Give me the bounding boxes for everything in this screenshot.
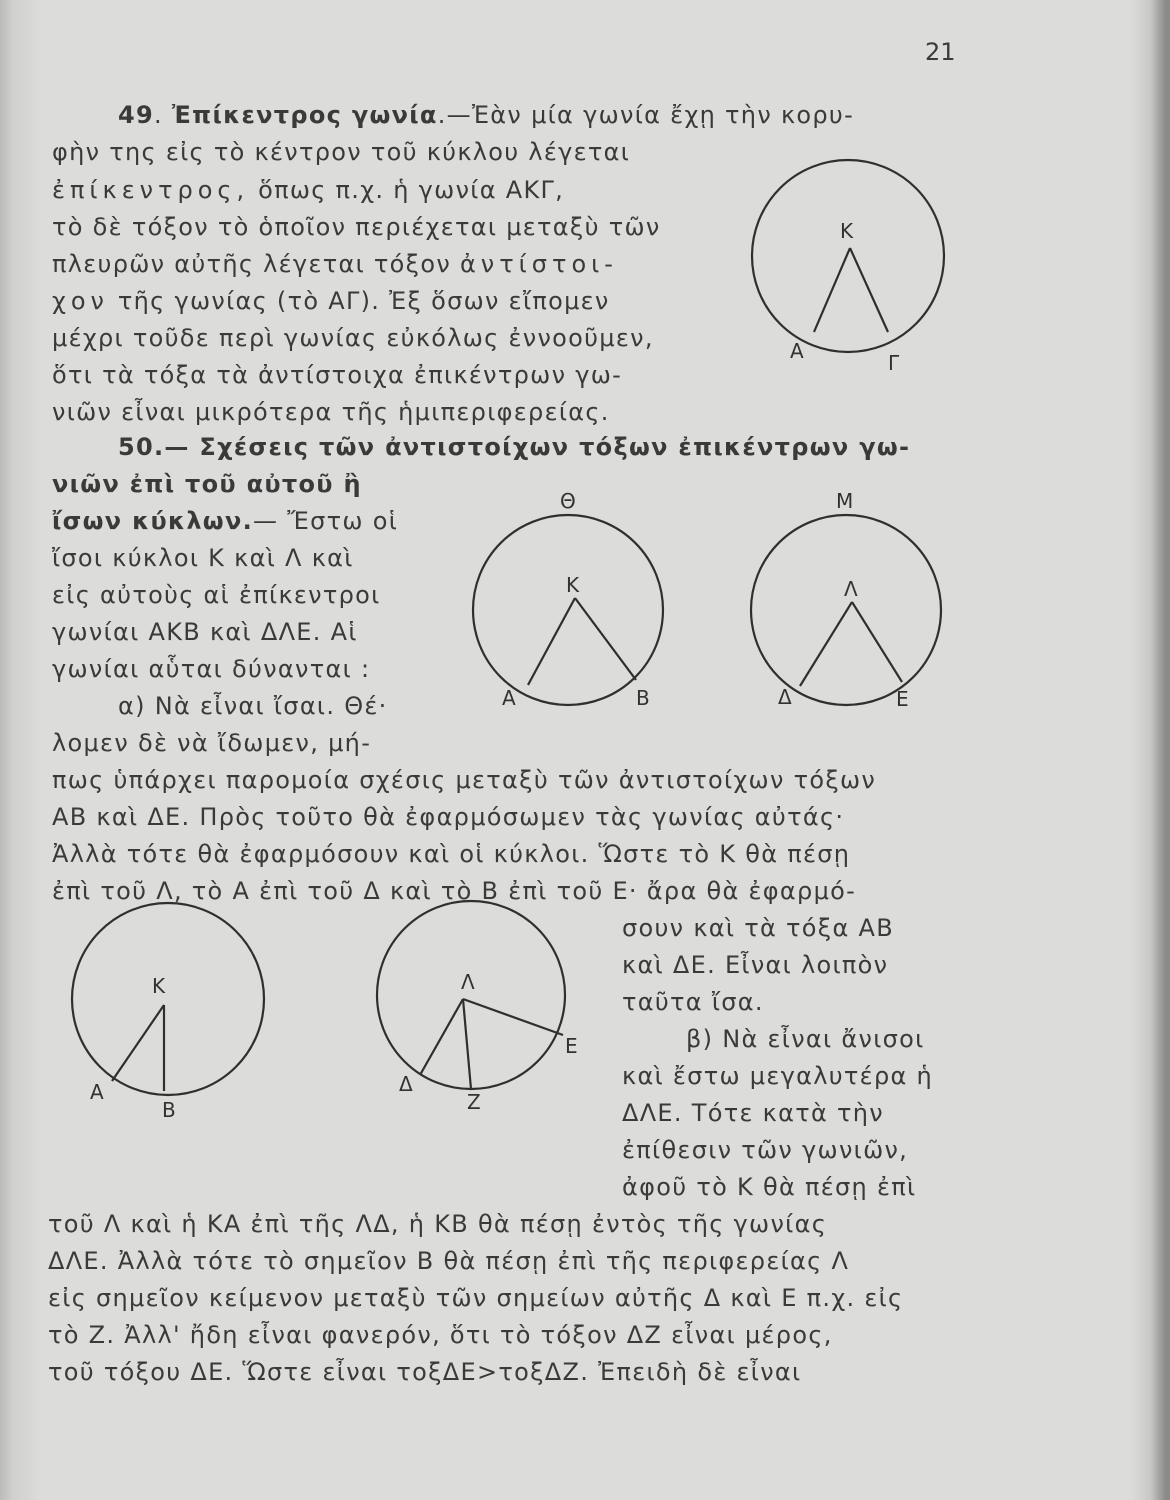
section-50-line-3 — [52, 506, 398, 536]
page-number: 21 — [925, 38, 956, 66]
section-49-line-2: φὴν της εἰς τὸ κέντρον τοῦ κύκλου λέγεται — [52, 138, 631, 166]
figure-5-label-bottom: Ζ — [467, 1090, 481, 1114]
figure-5-circle — [377, 901, 565, 1089]
figure-5-label-left: Δ — [399, 1072, 413, 1096]
figure-3-label-right: Ε — [896, 687, 909, 711]
section-49-number: 49 — [118, 101, 154, 129]
section-50-line-17: β) Νὰ εἶναι ἄνισοι — [686, 1025, 925, 1053]
figure-2-radius-right — [575, 598, 636, 680]
figure-5-radius-z — [463, 999, 471, 1089]
figure-2-radius-left — [528, 598, 575, 685]
term-epikentros: ἐπίκεντρος, — [52, 176, 250, 204]
section-50-line-16: ταῦτα ἴσα. — [622, 988, 764, 1016]
figure-1-label-right: Γ — [888, 351, 900, 375]
section-50-line-8: α) Νὰ εἶναι ἴσαι. Θέ· — [118, 692, 388, 720]
section-50-line-12: Ἀλλὰ τότε θὰ ἐφαρμόσουν καὶ οἱ κύκλοι. Ὥστε τὸ Κ θὰ πέσῃ — [52, 840, 851, 868]
section-50-line-22: τοῦ Λ καὶ ἡ ΚΑ ἐπὶ τῆς ΛΔ, ἡ ΚΒ θὰ πέσῃ ἐντὸς τῆς γωνίας — [48, 1210, 828, 1238]
section-49-line-6 — [52, 286, 610, 316]
term-antistoichon-end: χον — [52, 287, 109, 315]
section-50-line-15: καὶ ΔΕ. Εἶναι λοιπὸν — [622, 951, 889, 979]
figure-2-label-center: Κ — [566, 573, 580, 597]
figure-5-label-right: Ε — [565, 1034, 578, 1058]
section-50-line-20: ἐπίθεσιν τῶν γωνιῶν, — [622, 1136, 909, 1164]
section-50-line-23: ΔΛΕ. Ἀλλὰ τότε τὸ σημεῖον Β θὰ πέσῃ ἐπὶ τῆς περιφερείας Λ — [48, 1247, 850, 1275]
figure-3-circle-lambda — [740, 480, 960, 720]
figure-1-central-angle — [750, 160, 960, 390]
section-49-line-1: 49. Ἐπίκεντρος γωνία.—Ἐὰν μία γωνία ἔχῃ τὴν κορυ- — [118, 101, 855, 129]
section-50-title: Σχέσεις τῶν ἀντιστοίχων τόξων ἐπικέντρων γω- — [199, 433, 911, 461]
section-49-text: τῆς γωνίας (τὸ ΑΓ). Ἐξ ὅσων εἴπομεν — [117, 287, 610, 315]
figure-3-radius-left — [800, 602, 852, 686]
section-49-text: πλευρῶν αὐτῆς λέγεται τόξον — [52, 250, 452, 278]
section-50-line-6: γωνίαι ΑΚΒ καὶ ΔΛΕ. Αἱ — [52, 618, 358, 646]
section-50-line-24: εἰς σημεῖον κείμενον μεταξὺ τῶν σημείων αὐτῆς Δ καὶ Ε π.χ. εἰς — [48, 1284, 904, 1312]
figure-2-label-right: Β — [636, 686, 650, 710]
figure-3-radius-right — [852, 602, 902, 682]
figure-1-label-left: Α — [790, 339, 804, 363]
figure-2-label-left: Α — [502, 686, 516, 710]
figure-2-circle-k — [460, 480, 680, 720]
figure-4-circle — [72, 903, 264, 1095]
section-50-line-26: τοῦ τόξου ΔΕ. Ὥστε εἶναι τοξΔΕ>τοξΔΖ. Ἐπειδὴ δὲ εἶναι — [48, 1358, 802, 1386]
figure-5-label-center: Λ — [461, 970, 475, 994]
section-50-line-21: ἀφοῦ τὸ Κ θὰ πέσῃ ἐπὶ — [622, 1173, 917, 1201]
section-50-text: — Ἔστω οἱ — [253, 507, 399, 535]
section-50-line-19: ΔΛΕ. Τότε κατὰ τὴν — [622, 1099, 884, 1127]
section-49-line-7: μέχρι τοῦδε περὶ γωνίας εὐκόλως ἐννοοῦμεν, — [52, 324, 654, 352]
section-50-line-13: ἐπὶ τοῦ Λ, τὸ Α ἐπὶ τοῦ Δ καὶ τὸ Β ἐπὶ τοῦ Ε· ἄρα θὰ ἐφαρμό- — [52, 877, 857, 905]
figure-1-radius-left — [814, 248, 850, 332]
section-49-line-5 — [52, 249, 618, 279]
figure-4-label-left: Α — [90, 1080, 104, 1104]
section-50-line-9: λομεν δὲ νὰ ἴδωμεν, μή- — [52, 729, 372, 757]
figure-1-label-center: Κ — [840, 219, 854, 243]
figure-4-label-center: Κ — [152, 974, 166, 998]
section-50-line-5: εἰς αὐτοὺς αἱ ἐπίκεντροι — [52, 581, 381, 609]
section-49-text: .—Ἐὰν μία γωνία ἔχῃ τὴν κορυ- — [437, 101, 855, 129]
section-50-line-7: γωνίαι αὗται δύνανται : — [52, 655, 371, 683]
figure-4-label-bottom: Β — [162, 1098, 176, 1122]
section-49-line-3 — [52, 175, 564, 205]
figure-1-circle — [752, 160, 944, 352]
section-50-line-18: καὶ ἔστω μεγαλυτέρα ἡ — [622, 1062, 934, 1090]
section-49-text: ὅπως π.χ. ἡ γωνία ΑΚΓ, — [258, 176, 565, 204]
section-50-line-14: σουν καὶ τὰ τόξα ΑΒ — [622, 914, 894, 942]
figure-3-label-center: Λ — [844, 577, 858, 601]
figure-4-radius-a — [112, 1005, 164, 1081]
section-49-title: Ἐπίκεντρος γωνία — [171, 101, 438, 129]
section-50-line-10: πως ὑπάρχει παρομοία σχέσις μεταξὺ τῶν ἀντιστοίχων τόξων — [52, 766, 877, 794]
section-50-title-line-1 — [118, 432, 910, 462]
figure-2-label-top: Θ — [560, 489, 576, 513]
section-50-title-end: ἴσων κύκλων. — [52, 507, 254, 535]
figure-1-radius-right — [850, 248, 888, 332]
figure-3-label-left: Δ — [778, 685, 792, 709]
section-49-line-4: τὸ δὲ τόξον τὸ ὁποῖον περιέχεται μεταξὺ τῶν — [52, 213, 661, 241]
figure-4-circle-k — [60, 905, 290, 1125]
figure-5-circle-lambda — [365, 905, 605, 1125]
section-50-line-11: ΑΒ καὶ ΔΕ. Πρὸς τοῦτο θὰ ἐφαρμόσωμεν τὰς γωνίας αὐτάς· — [52, 803, 845, 831]
section-50-title-line-2: νιῶν ἐπὶ τοῦ αὐτοῦ ἢ — [52, 470, 362, 498]
section-50-line-4: ἴσοι κύκλοι Κ καὶ Λ καὶ — [52, 544, 354, 572]
section-49-line-9: νιῶν εἶναι μικρότερα τῆς ἡμιπεριφερείας. — [52, 398, 610, 426]
section-50-line-25: τὸ Ζ. Ἀλλ' ἤδη εἶναι φανερόν, ὅτι τὸ τόξον ΔΖ εἶναι μέρος, — [48, 1321, 833, 1349]
section-49-line-8: ὅτι τὰ τόξα τὰ ἀντίστοιχα ἐπικέντρων γω- — [52, 361, 623, 389]
term-antistoichon: ἀντίστοι- — [459, 250, 618, 278]
figure-3-label-top: Μ — [836, 489, 854, 513]
figure-5-radius-e — [463, 999, 563, 1035]
section-50-number: 50.— — [118, 433, 190, 461]
figure-5-radius-d — [420, 999, 463, 1075]
